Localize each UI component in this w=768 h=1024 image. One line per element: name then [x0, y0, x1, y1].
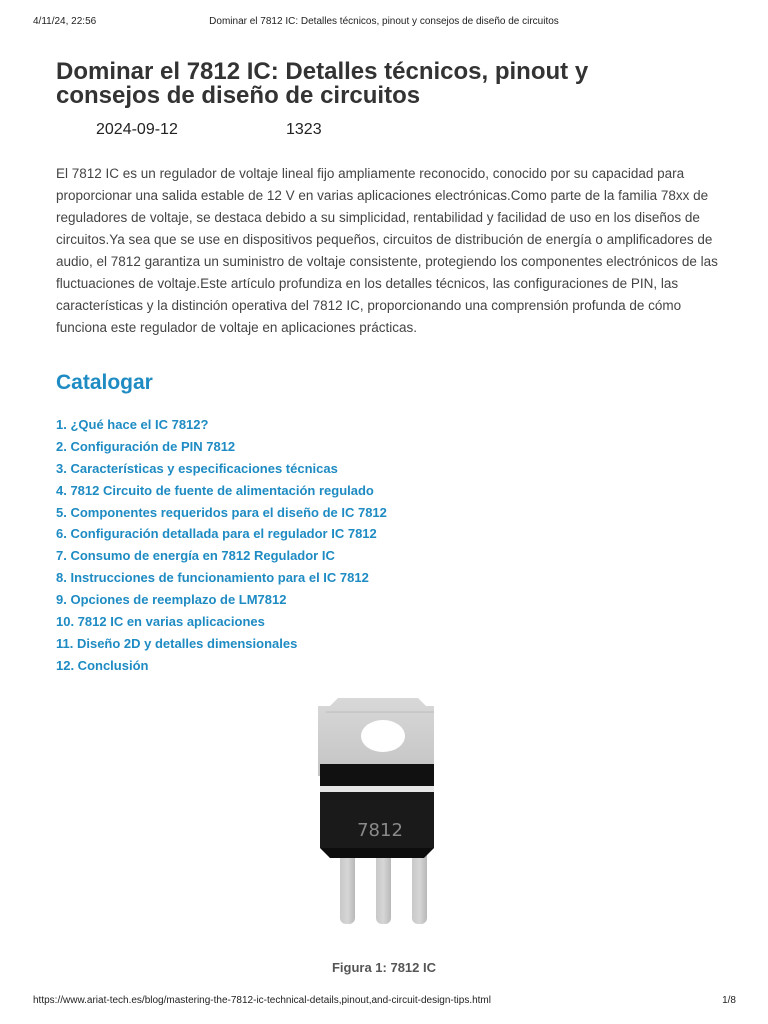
ic-7812-figure	[300, 692, 440, 932]
table-of-contents	[56, 414, 387, 677]
print-url: https://www.ariat-tech.es/blog/mastering-the-7812-ic-technical-details,pinout,and-circuit-design-tips.html	[33, 995, 491, 1006]
toc-item	[56, 523, 387, 545]
print-datetime: 4/11/24, 22:56	[33, 16, 97, 27]
toc-item	[56, 589, 387, 611]
toc-item	[56, 611, 387, 633]
chip-marking: 7812	[357, 820, 403, 841]
toc-link[interactable]: 9. Opciones de reemplazo de LM7812	[56, 592, 287, 608]
toc-link[interactable]: 12. Conclusión	[56, 657, 149, 673]
article-title: Dominar el 7812 IC: Detalles técnicos, pinout y consejos de diseño de circuitos	[56, 58, 589, 109]
catalog-heading: Catalogar	[56, 371, 153, 394]
ic-7812-image	[300, 692, 440, 932]
toc-link[interactable]: 11. Diseño 2D y detalles dimensionales	[56, 635, 298, 651]
toc-link[interactable]: 7. Consumo de energía en 7812 Regulador IC	[56, 548, 335, 564]
toc-item	[56, 545, 387, 567]
toc-item	[56, 567, 387, 589]
toc-link[interactable]: 4. 7812 Circuito de fuente de alimentación regulado	[56, 482, 374, 498]
intro-paragraph: El 7812 IC es un regulador de voltaje lineal fijo ampliamente reconocido, conocido por su capacidad para proporcionar una salida estable de 12 V en varias aplicaciones electrónicas.Como parte de la familia 78xx de reguladores de voltaje, se destaca debido a su simplicidad, rentabilidad y facilidad de uso en los diseños de circuitos.Ya sea que se use en dispositivos pequeños, circuitos de distribución de energía o amplificadores de audio, el 7812 garantiza un suministro de voltaje consistente, protegiendo los componentes electrónicos de las fluctuaciones de voltaje.Este artículo profundiza en los detalles técnicos, las configuraciones de PIN, las características y la distinción operativa del 7812 IC, proporcionando una comprensión profunda de cómo funciona este regulador de voltaje en aplicaciones prácticas.	[56, 166, 718, 335]
toc-link[interactable]: 2. Configuración de PIN 7812	[56, 438, 236, 454]
toc-link[interactable]: 5. Componentes requeridos para el diseño de IC 7812	[56, 504, 387, 520]
print-doc-title: Dominar el 7812 IC: Detalles técnicos, pinout y consejos de diseño de circuitos	[209, 16, 559, 27]
toc-item	[56, 502, 387, 524]
toc-item	[56, 436, 387, 458]
toc-item	[56, 414, 387, 436]
figure-caption: Figura 1: 7812 IC	[331, 960, 437, 975]
print-header	[0, 16, 768, 30]
toc-item	[56, 633, 387, 655]
toc-item	[56, 458, 387, 480]
toc-link[interactable]: 8. Instrucciones de funcionamiento para el IC 7812	[56, 570, 369, 586]
toc-link[interactable]: 1. ¿Qué hace el IC 7812?	[56, 417, 209, 432]
toc-link[interactable]: 3. Características y especificaciones técnicas	[56, 460, 338, 476]
view-count: 1323	[286, 121, 322, 138]
mounting-hole	[361, 720, 405, 752]
toc-item	[56, 655, 387, 677]
page-number: 1/8	[722, 995, 736, 1006]
toc-link[interactable]: 6. Configuración detallada para el regulador IC 7812	[56, 526, 377, 542]
toc-link[interactable]: 10. 7812 IC en varias aplicaciones	[56, 614, 265, 630]
publish-date: 2024-09-12	[96, 121, 178, 138]
toc-item	[56, 480, 387, 502]
